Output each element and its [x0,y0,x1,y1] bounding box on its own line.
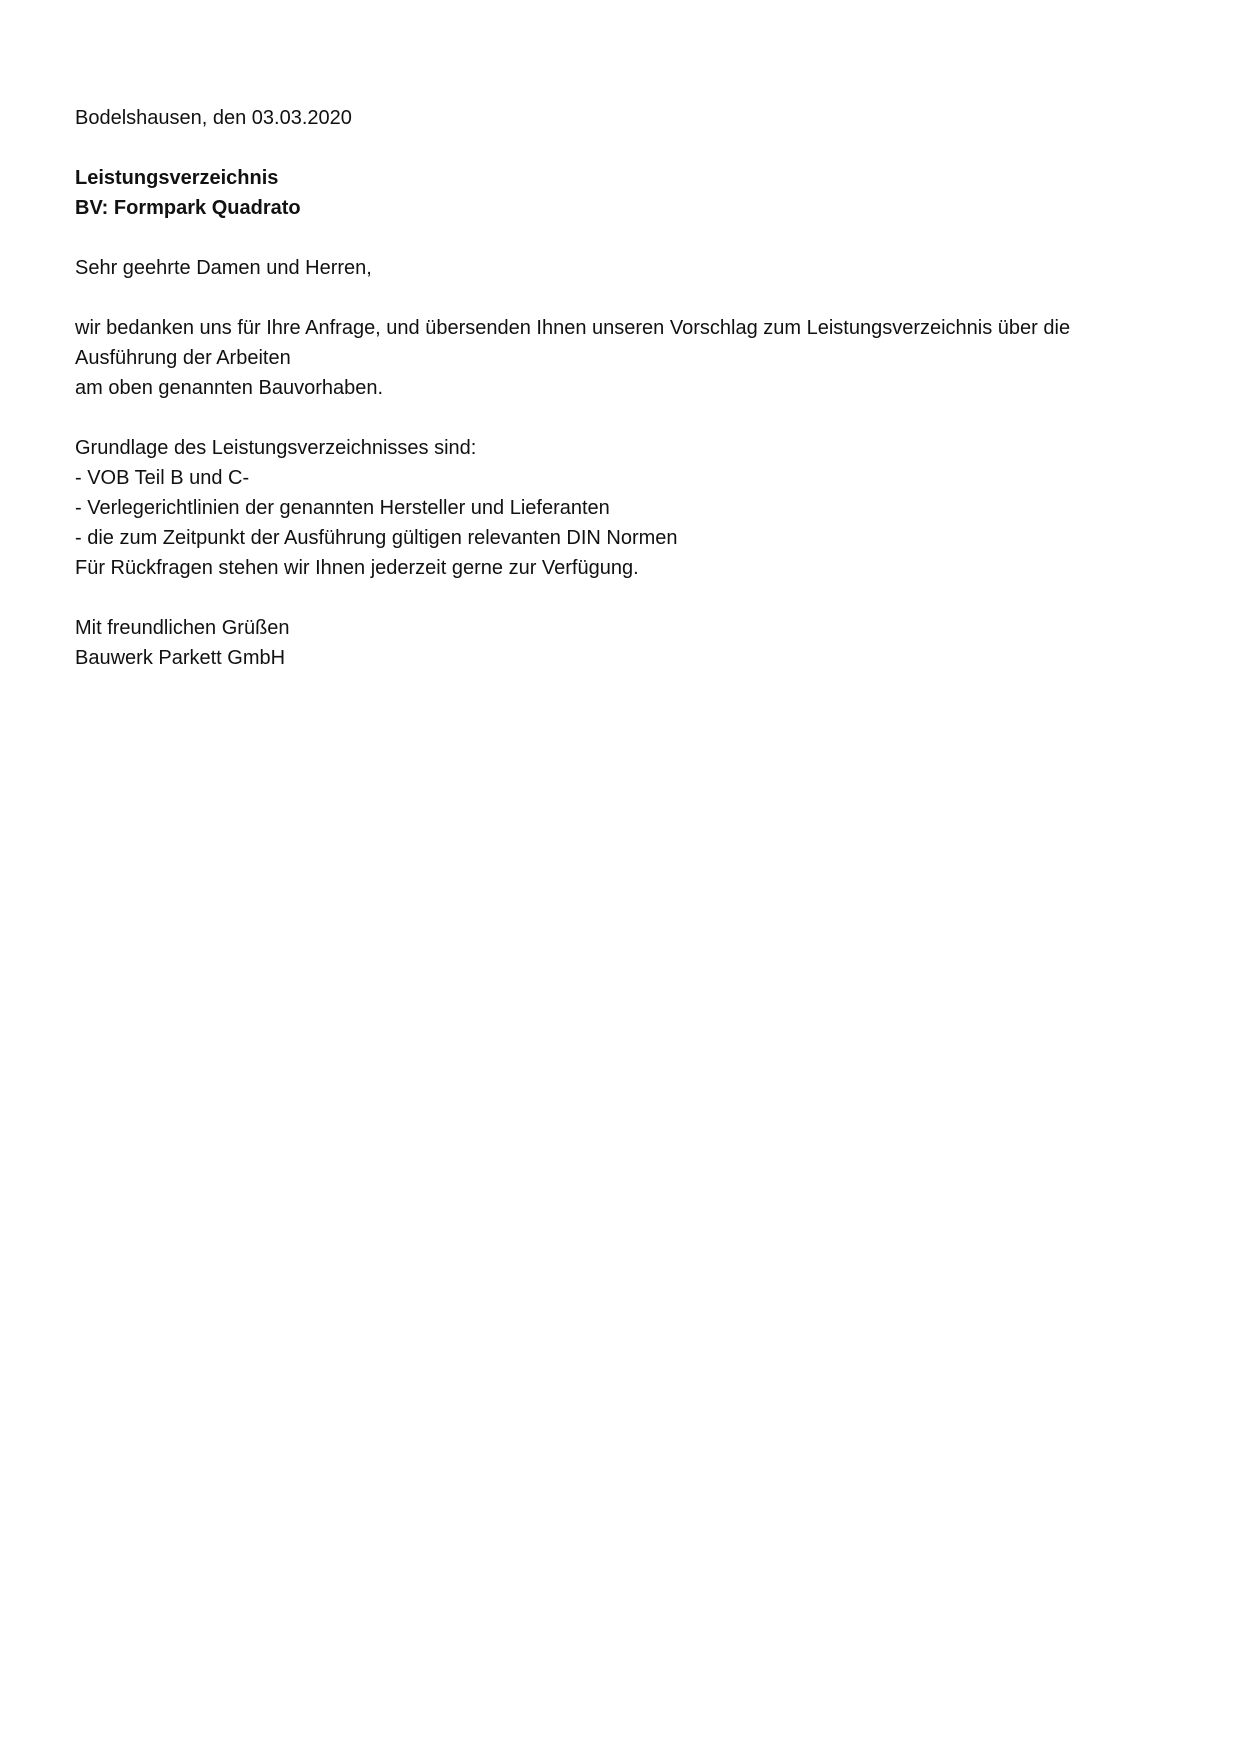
basis-item: - Verlegerichtlinien der genannten Hersteller und Lieferanten [75,497,610,519]
spacer [75,583,1165,613]
salutation: Sehr geehrte Damen und Herren, [75,257,372,279]
place-date: Bodelshausen, den 03.03.2020 [75,107,352,129]
basis-item: - die zum Zeitpunkt der Ausführung gültigen relevanten DIN Normen [75,527,678,549]
spacer [75,223,1165,253]
spacer [75,133,1165,163]
letter-body [75,103,1165,673]
basis-heading: Grundlage des Leistungsverzeichnisses sind: [75,437,477,459]
company-name: Bauwerk Parkett GmbH [75,647,286,669]
contact-note: Für Rückfragen stehen wir Ihnen jederzeit gerne zur Verfügung. [75,557,639,579]
closing: Mit freundlichen Grüßen [75,617,290,639]
subject-title: Leistungsverzeichnis [75,167,279,189]
basis-item: - VOB Teil B und C- [75,467,250,489]
intro-line: Ausführung der Arbeiten [75,347,291,369]
intro-line: am oben genannten Bauvorhaben. [75,377,384,399]
spacer [75,403,1165,433]
spacer [75,283,1165,313]
intro-line: wir bedanken uns für Ihre Anfrage, und übersenden Ihnen unseren Vorschlag zum Leistungsverzeichnis über die [75,317,1071,339]
subject-project: BV: Formpark Quadrato [75,197,301,219]
